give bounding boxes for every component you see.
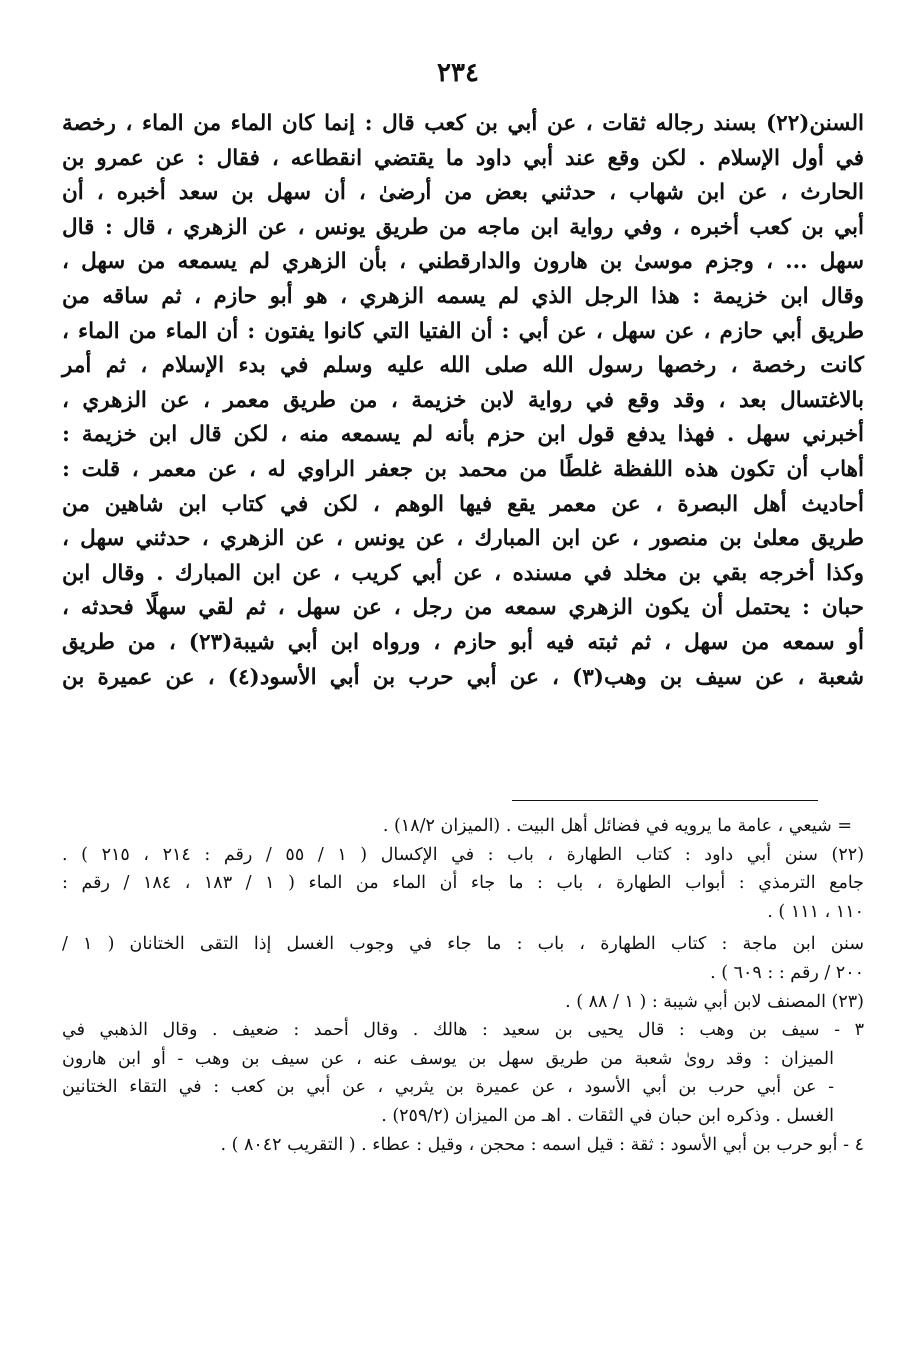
footnote-line: جامع الترمذي : أبواب الطهارة ، باب : ما جاء أن الماء من الماء ( ١ / ١٨٣ ، ١٨٤ / رقم :	[62, 873, 864, 894]
text-line: وقال ابن خزيمة : هذا الرجل الذي لم يسمه الزهري ، هو أبو حازم ، ثم ساقه من	[62, 283, 864, 309]
footnote-line: - عن أبي حرب بن أبي الأسود ، عن عميرة بن يثربي ، عن أبي بن كعب : في التقاء الختانين	[62, 1077, 834, 1098]
text-line: طريق معلىٰ بن منصور ، عن ابن المبارك ، عن يونس ، عن الزهري ، حدثني سهل ،	[62, 526, 864, 552]
page-number: ٢٣٤	[437, 58, 479, 88]
text-line: السنن(٢٢) بسند رجاله ثقات ، عن أبي بن كعب قال : إنما كان الماء من الماء ، رخصة	[62, 111, 864, 136]
text-line: كانت رخصة ، رخصها رسول الله صلى الله عليه وسلم في بدء الإسلام ، ثم أمر	[62, 353, 864, 379]
text-line: سهل ... ، وجزم موسىٰ بن هارون والدارقطني ، بأن الزهري لم يسمعه من سهل ،	[62, 249, 864, 275]
text-line: بالاغتسال بعد ، وقد وقع في رواية لابن خزيمة ، من طريق معمر ، عن الزهري ،	[62, 387, 864, 413]
text-line: الحارث ، عن ابن شهاب ، حدثني بعض من أرضىٰ ، أن سهل بن سعد أخبره ، أن	[62, 180, 864, 206]
text-line: طريق أبي حازم ، عن سهل ، عن أبي : أن الفتيا التي كانوا يفتون : أن الماء من الماء ،	[62, 318, 864, 344]
text-line: حبان : يحتمل أن يكون الزهري سمعه من رجل ، عن سهل ، ثم لقي سهلًا فحدثه ،	[62, 595, 864, 621]
text-line: أهاب أن تكون هذه اللفظة غلطًا من محمد بن جعفر الراوي له ، عن معمر ، قلت :	[62, 456, 864, 482]
footnote-line: ٢٠٠ / رقم : : ٦٠٩ ) .	[710, 962, 864, 983]
footnote-line: الغسل . وذكره ابن حبان في الثقات . اهـ من الميزان (٢٥٩/٢) .	[381, 1105, 834, 1126]
text-line: أحاديث أهل البصرة ، عن معمر يقع فيها الوهم ، لكن في كتاب ابن شاهين من	[62, 491, 864, 517]
text-line: أبي بن كعب أخبره ، وفي رواية ابن ماجه من طريق يونس ، عن الزهري ، قال : قال	[62, 214, 864, 240]
footnote-line: (٢٢) سنن أبي داود : كتاب الطهارة ، باب : في الإكسال ( ١ / ٥٥ / رقم : ٢١٤ ، ٢١٥ ) .	[62, 844, 865, 865]
text-line: في أول الإسلام . لكن وقع عند أبي داود ما يقتضي انقطاعه ، فقال : عن عمرو بن	[62, 145, 864, 171]
footnote-line: = شيعي ، عامة ما يرويه في فضائل أهل البيت . (الميزان ١٨/٢) .	[382, 816, 852, 836]
footnote-line: الميزان : وقد روىٰ شعبة من طريق سهل بن يوسف عنه ، عن سيف بن وهب - أو ابن هارون	[62, 1048, 834, 1069]
text-line: وكذا أخرجه بقي بن مخلد في مسنده ، عن أبي كريب ، عن ابن المبارك . وقال ابن	[62, 560, 864, 586]
footnote-line: ١١٠ ، ١١١ ) .	[767, 901, 864, 922]
footnote-line: ٣ - سيف بن وهب : قال يحيى بن سعيد : هالك . وقال أحمد : ضعيف . وقال الذهبي في	[62, 1020, 864, 1041]
text-line: شعبة ، عن سيف بن وهب(٣) ، عن أبي حرب بن أبي الأسود(٤) ، عن عميرة بن	[62, 664, 864, 690]
footnotes	[62, 812, 864, 1159]
footnote-line: سنن ابن ماجة : كتاب الطهارة ، باب : ما جاء في وجوب الغسل إذا التقى الختانان ( ١ /	[62, 934, 864, 955]
main-text	[62, 107, 864, 695]
text-line: أخبرني سهل . فهذا يدفع قول ابن حزم بأنه لم يسمعه منه ، لكن قال ابن خزيمة :	[62, 422, 864, 448]
text-line: أو سمعه من سهل ، ثم ثبته فيه أبو حازم ، ورواه ابن أبي شيبة(٢٣) ، من طريق	[62, 629, 864, 655]
footnote-separator	[512, 800, 818, 801]
footnote-line: (٢٣) المصنف لابن أبي شيبة : ( ١ / ٨٨ ) .	[565, 991, 864, 1012]
footnote-line: ٤ - أبو حرب بن أبي الأسود : ثقة : قيل اسمه : محجن ، وقيل : عطاء . ( التقريب ٨٠٤٢ ) .	[220, 1134, 864, 1155]
